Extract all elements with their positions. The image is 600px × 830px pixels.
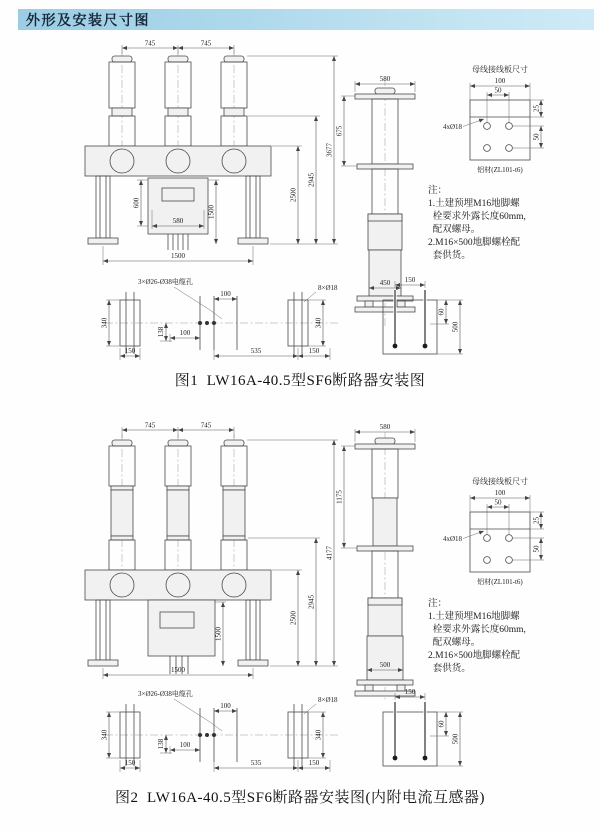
dim-label: 745 (200, 421, 212, 430)
fig2-front-view (85, 422, 338, 680)
note-line: 2.M16×500地脚螺栓配 (428, 651, 521, 661)
bolt-holes-label: 8×Ø18 (318, 696, 338, 704)
figure-2 (0, 398, 600, 783)
detail-title: 母线接线板尺寸 (472, 65, 528, 74)
detail-title: 母线接线板尺寸 (472, 477, 528, 486)
note-line: 套供货。 (428, 251, 471, 261)
dim-label: 745 (200, 39, 212, 48)
note-line: 配双螺母。 (428, 225, 481, 235)
dim-label: 450 (379, 279, 391, 287)
figure-1 (0, 38, 600, 366)
dim-label: 580 (379, 75, 391, 83)
dim-label: 100 (179, 329, 191, 337)
dim-label: 50 (494, 498, 502, 507)
bolt-holes-label: 8×Ø18 (318, 284, 338, 292)
dim-label: 3677 (325, 143, 334, 157)
dim-label: 1500 (214, 627, 223, 641)
holes-label: 4xØ18 (442, 535, 462, 543)
dim-label: 150 (308, 347, 320, 355)
dim-label: 100 (220, 290, 231, 298)
note-line: 栓要求外露长度60mm, (428, 625, 526, 635)
fig2-drawing (0, 398, 600, 783)
dim-label: 50 (532, 545, 541, 553)
dim-label: 100 (494, 489, 506, 497)
fig1-caption: 图1 LW16A-40.5型SF6断路器安装图 (174, 373, 426, 389)
fig1-busbar-plate-detail (443, 64, 544, 174)
fig1-foundation-plan (101, 277, 339, 360)
fig2-caption: 图2 LW16A-40.5型SF6断路器安装图(内附电流互感器) (115, 790, 485, 806)
notes-label: 注： (428, 599, 448, 609)
dim-label: 580 (379, 423, 391, 431)
holes-label: 4xØ18 (442, 123, 462, 131)
dim-label: 745 (144, 421, 156, 430)
dim-label: 1500 (171, 252, 185, 260)
dim-label: 100 (179, 741, 191, 749)
dim-label: 150 (404, 688, 416, 696)
note-line: 配双螺母。 (428, 638, 481, 648)
fig1-notes (428, 185, 593, 263)
dim-label: 25 (532, 105, 541, 112)
dim-label: 60 (437, 720, 446, 728)
dim-label: 138 (157, 738, 165, 750)
dim-label: 2500 (289, 611, 298, 625)
note-line: 套供货。 (428, 664, 471, 674)
dim-label: 4177 (325, 546, 334, 560)
fig2-notes (428, 598, 593, 676)
dim-label: 500 (379, 661, 391, 669)
material-label: 铝材(ZL101-t6) (477, 166, 523, 174)
dim-label: 138 (157, 326, 165, 338)
fig1-foundation-section (383, 276, 463, 354)
dim-label: 500 (451, 733, 460, 745)
dim-label: 340 (314, 317, 323, 329)
dim-label: 150 (124, 347, 136, 355)
material-label: 铝材(ZL101-t6) (477, 578, 523, 586)
dim-label: 1500 (207, 205, 216, 219)
dim-label: 60 (437, 308, 446, 316)
dim-label: 150 (124, 759, 136, 767)
dim-label: 340 (100, 729, 109, 741)
fig1-front-view (85, 40, 338, 266)
note-line: 1.土建预埋M16地脚螺 (428, 199, 520, 209)
dim-label: 150 (404, 276, 416, 284)
dim-label: 580 (172, 217, 184, 225)
section-title: 外形及安装尺寸图 (26, 11, 150, 28)
note-line: 2.M16×500地脚螺栓配 (428, 238, 521, 248)
dim-label: 340 (100, 317, 109, 329)
dim-label: 150 (308, 759, 320, 767)
dim-label: 2945 (307, 173, 316, 187)
dim-label: 675 (335, 125, 344, 137)
dim-label: 500 (451, 321, 460, 333)
cable-holes-label: 3×Ø26-Ø38电缆孔 (138, 690, 193, 698)
fig1-side-view (336, 75, 416, 328)
fig2-side-view (336, 423, 416, 700)
note-line: 栓要求外露长度60mm, (428, 212, 526, 222)
dim-label: 25 (532, 517, 541, 524)
dim-label: 50 (532, 133, 541, 141)
dim-label: 600 (132, 197, 141, 209)
cable-holes-label: 3×Ø26-Ø38电缆孔 (138, 278, 193, 286)
dim-label: 50 (494, 86, 502, 95)
fig2-busbar-plate-detail (443, 476, 544, 586)
dim-label: 2945 (307, 595, 316, 609)
dim-label: 2500 (289, 188, 298, 202)
dim-label: 1500 (171, 666, 185, 674)
notes-label: 注： (428, 186, 448, 196)
note-line: 1.土建预埋M16地脚螺 (428, 612, 520, 622)
dim-label: 535 (250, 347, 262, 355)
dim-label: 340 (314, 729, 323, 741)
section-header-bar (18, 9, 594, 30)
dim-label: 100 (494, 77, 506, 85)
fig2-foundation-section (383, 688, 463, 766)
dim-label: 745 (144, 39, 156, 48)
dim-label: 100 (220, 702, 231, 710)
fig2-foundation-plan (101, 689, 339, 772)
dim-label: 535 (250, 759, 262, 767)
dim-label: 1175 (335, 490, 344, 504)
